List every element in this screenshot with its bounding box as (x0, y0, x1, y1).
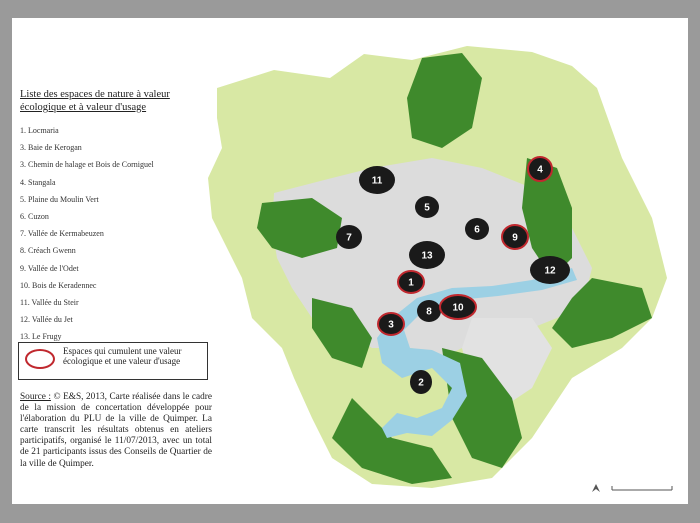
legend-item: 4. Stangala (20, 177, 56, 187)
site-marker-3 (378, 313, 404, 335)
legend-item: 6. Cuzon (20, 212, 49, 222)
legend-item: 9. Vallée de l'Odet (20, 263, 79, 273)
highlight-key (18, 342, 208, 380)
site-marker-label: 11 (371, 175, 383, 187)
site-marker-label: 8 (426, 306, 432, 318)
site-marker-label: 5 (424, 202, 430, 214)
source-label: Source : (20, 392, 51, 402)
site-marker-label: 6 (474, 224, 480, 236)
north-arrow-icon (592, 484, 600, 492)
legend-item: 8. Créach Gwenn (20, 246, 76, 256)
legend-item: 11. Vallée du Steir (20, 298, 79, 308)
legend-item: 10. Bois de Keradennec (20, 280, 97, 290)
site-marker-label: 9 (512, 232, 518, 244)
highlight-ring-icon (25, 349, 55, 369)
site-marker-1 (398, 271, 424, 293)
site-marker-12 (530, 256, 570, 284)
map-frame (12, 18, 688, 504)
legend-item: 1. Locmaria (20, 126, 59, 135)
site-marker-7 (336, 225, 362, 249)
legend-list (20, 122, 154, 346)
scale-bar (612, 486, 672, 490)
site-marker-label: 12 (544, 265, 556, 277)
site-marker-11 (359, 166, 395, 194)
legend-item: 5. Plaine du Moulin Vert (20, 194, 99, 204)
site-marker-2 (410, 370, 432, 394)
highlight-key-text: Espaces qui cumulent une valeur écologique et une valeur d'usage (63, 346, 182, 366)
site-marker-label: 7 (346, 232, 352, 244)
legend-item: 3. Baie de Kerogan (20, 143, 82, 153)
site-marker-8 (417, 300, 441, 322)
site-marker-label: 2 (418, 377, 424, 389)
legend-title: Liste des espaces de nature à valeur écologique et à valeur d'usage (20, 89, 170, 113)
source-note (20, 392, 212, 470)
site-marker-label: 10 (452, 302, 464, 314)
site-marker-label: 4 (537, 164, 543, 176)
site-marker-13 (409, 241, 445, 269)
site-marker-6 (465, 218, 489, 240)
source-text: © E&S, 2013, Carte réalisée dans le cadre de la mission de concertation développée pour l'élaboration du PLU de la ville de Quimper. La carte transcrit les résultats obtenus en ateliers participatifs, organisé le 11/07/2013, avec un total de 21 participants issus des Conseils de Quartier de la ville de Quimper. (20, 392, 212, 469)
site-marker-5 (415, 196, 439, 218)
site-marker-label: 3 (388, 319, 394, 331)
site-marker-label: 1 (408, 277, 414, 289)
legend-item: 13. Le Frugy (20, 332, 62, 342)
legend-item: 3. Chemin de halage et Bois de Corniguel (20, 160, 154, 170)
site-marker-4 (528, 157, 552, 181)
site-marker-label: 13 (421, 250, 433, 262)
site-marker-9 (502, 225, 528, 249)
legend-item: 7. Vallée de Kermabeuzen (20, 229, 104, 239)
legend-item: 12. Vallée du Jet (20, 315, 73, 325)
site-marker-10 (440, 295, 476, 319)
